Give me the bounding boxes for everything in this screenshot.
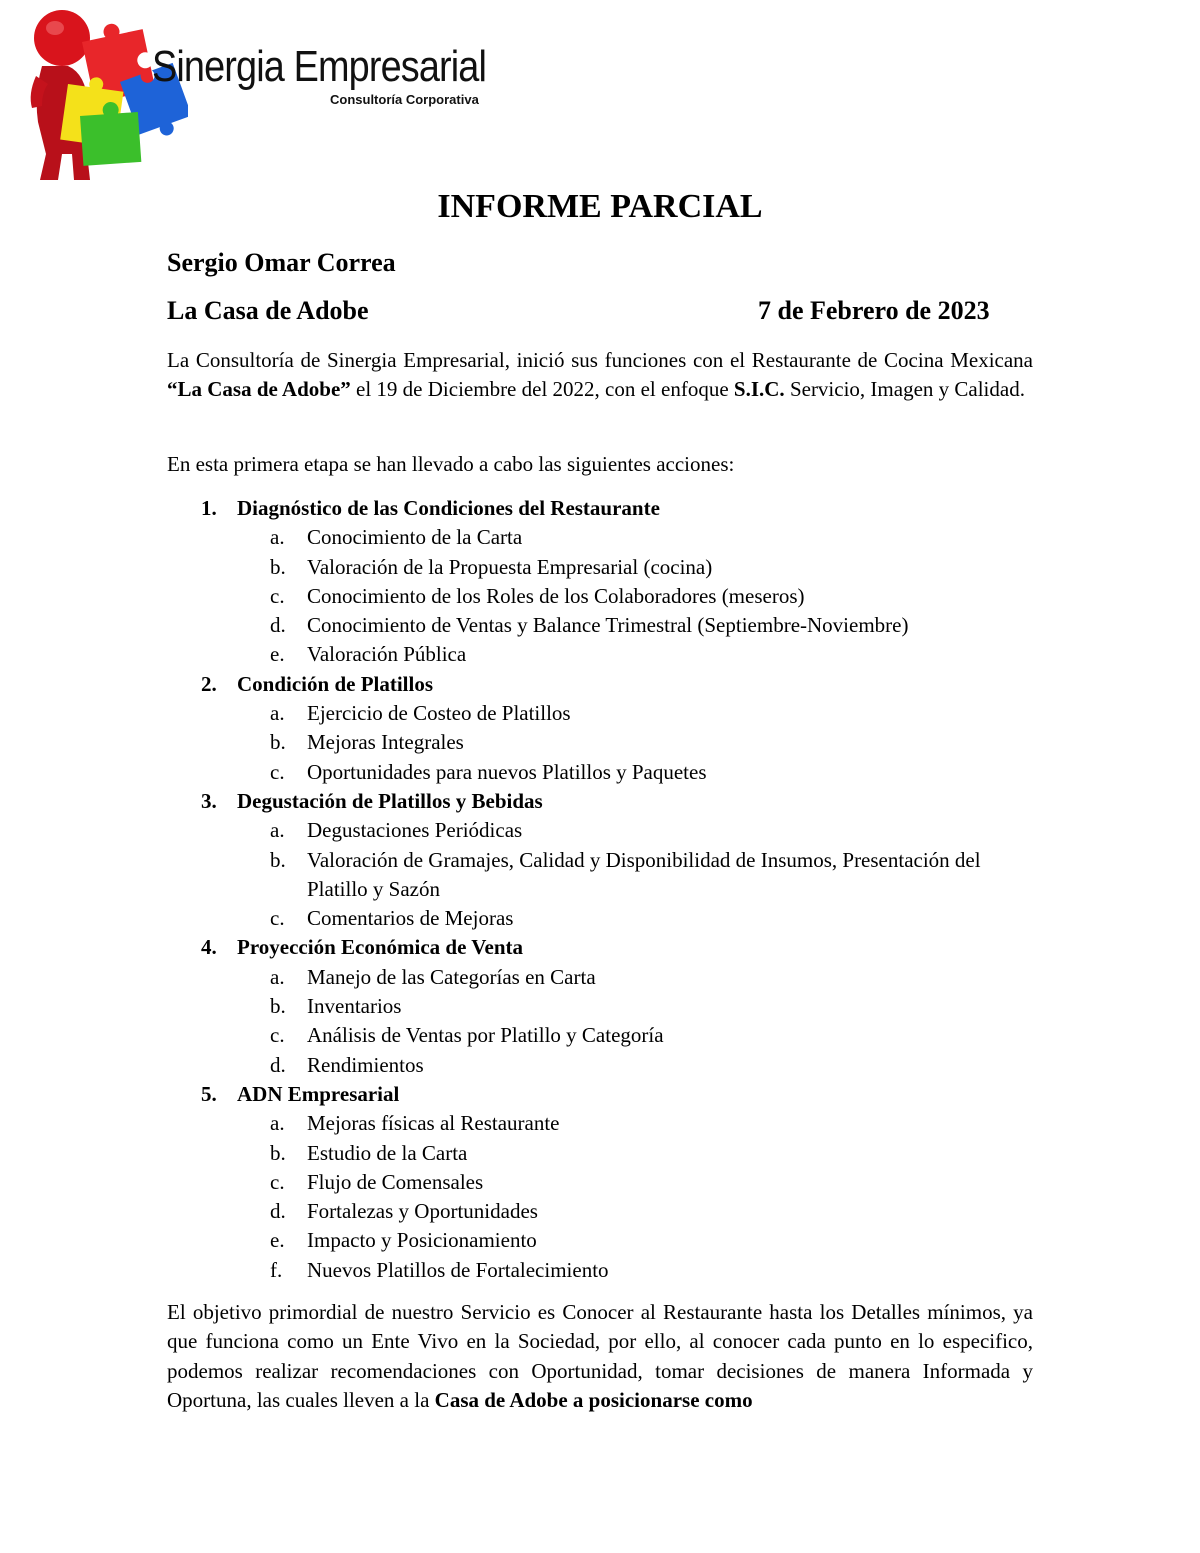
item-letter: a. (270, 818, 285, 843)
intro-paragraph (167, 346, 1033, 405)
item-letter: c. (270, 759, 285, 784)
item-letter: c. (270, 906, 285, 931)
section-title: ADN Empresarial (237, 1081, 400, 1106)
list-item (167, 1256, 1033, 1285)
section-title: Diagnóstico de las Condiciones del Restaurante (237, 496, 660, 520)
brand-tagline: Consultoría Corporativa (330, 92, 479, 107)
section-heading (167, 494, 1033, 523)
section-title: Condición de Platillos (237, 671, 434, 696)
company-logo (28, 4, 508, 184)
item-text: Comentarios de Mejoras (307, 906, 514, 931)
intro-text-1: La Consultoría de Sinergia Empresarial, inició sus funciones con el Restaurante de Cocina Mexicana (167, 348, 1033, 372)
item-text: Inventarios (307, 994, 402, 1019)
item-letter: c. (270, 1023, 285, 1048)
item-letter: a. (270, 964, 285, 989)
item-letter: c. (270, 1169, 285, 1194)
item-text: Conocimiento de los Roles de los Colaboradores (meseros) (307, 583, 805, 608)
item-text: Mejoras físicas al Restaurante (307, 1111, 560, 1136)
section-heading (167, 670, 1033, 699)
section-3 (167, 787, 1033, 933)
item-letter: e. (270, 642, 285, 667)
item-text: Degustaciones Periódicas (307, 818, 523, 843)
action-list (167, 494, 1033, 1285)
intro-text-3: Servicio, Imagen y Calidad. (784, 377, 1025, 402)
list-item (167, 1226, 1033, 1255)
item-text: Impacto y Posicionamiento (307, 1228, 537, 1253)
item-letter: d. (270, 1052, 286, 1077)
item-letter: d. (270, 1199, 286, 1224)
section-5 (167, 1080, 1033, 1285)
item-text: Oportunidades para nuevos Platillos y Paquetes (307, 759, 707, 784)
section-number: 2. (201, 671, 217, 696)
item-text: Valoración Pública (307, 642, 467, 667)
closing-text: El objetivo primordial de nuestro Servicio es Conocer al Restaurante hasta los Detalles mínimos, ya que funciona como un Ente Vivo en la Sociedad, por ello, al conocer cada punto en lo especifico, podemos realizar recomendaciones con Oportunidad, tomar decisiones de manera Informada y Oportuna, las cuales lleven a la (167, 1300, 1033, 1412)
item-text: Valoración de Gramajes, Calidad y Disponibilidad de Insumos, Presentación del Platillo y Sazón (307, 847, 981, 901)
item-letter: c. (270, 583, 285, 608)
item-text: Mejoras Integrales (307, 730, 464, 755)
list-item (167, 1139, 1033, 1168)
item-letter: f. (270, 1257, 283, 1282)
list-item (167, 1168, 1033, 1197)
list-item (167, 758, 1033, 787)
item-text: Flujo de Comensales (307, 1169, 484, 1194)
list-item (167, 728, 1033, 757)
item-letter: b. (270, 730, 286, 755)
list-item (167, 846, 1033, 905)
actions-lead: En esta primera etapa se han llevado a cabo las siguientes acciones: (167, 452, 735, 476)
section-title: Degustación de Platillos y Bebidas (237, 788, 543, 813)
section-2 (167, 670, 1033, 787)
item-letter: a. (270, 1111, 285, 1136)
list-item (167, 640, 1033, 669)
item-letter: e. (270, 1228, 285, 1253)
closing-bold-text: Casa de Adobe a posicionarse como (434, 1387, 753, 1412)
item-text: Valoración de la Propuesta Empresarial (cocina) (307, 554, 713, 579)
item-text: Análisis de Ventas por Platillo y Categoría (307, 1023, 664, 1048)
section-heading (167, 933, 1033, 962)
intro-text-2: el 19 de Diciembre del 2022, con el enfoque (350, 377, 734, 402)
section-number: 3. (201, 788, 217, 813)
section-title: Proyección Económica de Venta (237, 935, 524, 960)
list-item (167, 992, 1033, 1021)
brand-name: Sinergia Empresarial (152, 42, 487, 91)
section-1 (167, 494, 1033, 670)
item-letter: a. (270, 701, 285, 726)
list-item (167, 1197, 1033, 1226)
list-item (167, 611, 1033, 640)
item-letter: b. (270, 994, 286, 1019)
list-item (167, 1109, 1033, 1138)
section-heading (167, 1080, 1033, 1109)
item-text: Fortalezas y Oportunidades (307, 1199, 538, 1224)
list-item (167, 523, 1033, 552)
item-letter: a. (270, 525, 285, 550)
list-item (167, 553, 1033, 582)
item-letter: b. (270, 847, 286, 872)
report-date: 7 de Febrero de 2023 (758, 296, 990, 325)
list-item (167, 904, 1033, 933)
mascot-puzzle-icon (28, 4, 188, 184)
section-4 (167, 933, 1033, 1079)
section-number: 4. (201, 935, 217, 960)
list-item (167, 699, 1033, 728)
item-text: Ejercicio de Costeo de Platillos (307, 701, 571, 726)
item-letter: d. (270, 613, 286, 638)
list-item (167, 582, 1033, 611)
document-title: INFORME PARCIAL (437, 188, 763, 225)
list-item (167, 816, 1033, 845)
item-text: Estudio de la Carta (307, 1140, 468, 1165)
closing-paragraph (167, 1298, 1033, 1415)
section-number: 5. (201, 1081, 217, 1106)
restaurant-name: La Casa de Adobe (167, 296, 369, 325)
list-item (167, 963, 1033, 992)
section-heading (167, 787, 1033, 816)
item-text: Manejo de las Categorías en Carta (307, 964, 596, 989)
item-letter: b. (270, 554, 286, 579)
section-number: 1. (201, 496, 217, 520)
item-text: Conocimiento de la Carta (307, 525, 523, 550)
item-text: Nuevos Platillos de Fortalecimiento (307, 1257, 609, 1282)
list-item (167, 1021, 1033, 1050)
item-text: Conocimiento de Ventas y Balance Trimestral (Septiembre-Noviembre) (307, 613, 909, 638)
list-item (167, 1051, 1033, 1080)
intro-sic: S.I.C. (733, 377, 785, 402)
intro-restaurant-quote: “La Casa de Adobe” (167, 377, 351, 402)
item-text: Rendimientos (307, 1052, 424, 1077)
author-name: Sergio Omar Correa (167, 248, 396, 277)
item-letter: b. (270, 1140, 286, 1165)
